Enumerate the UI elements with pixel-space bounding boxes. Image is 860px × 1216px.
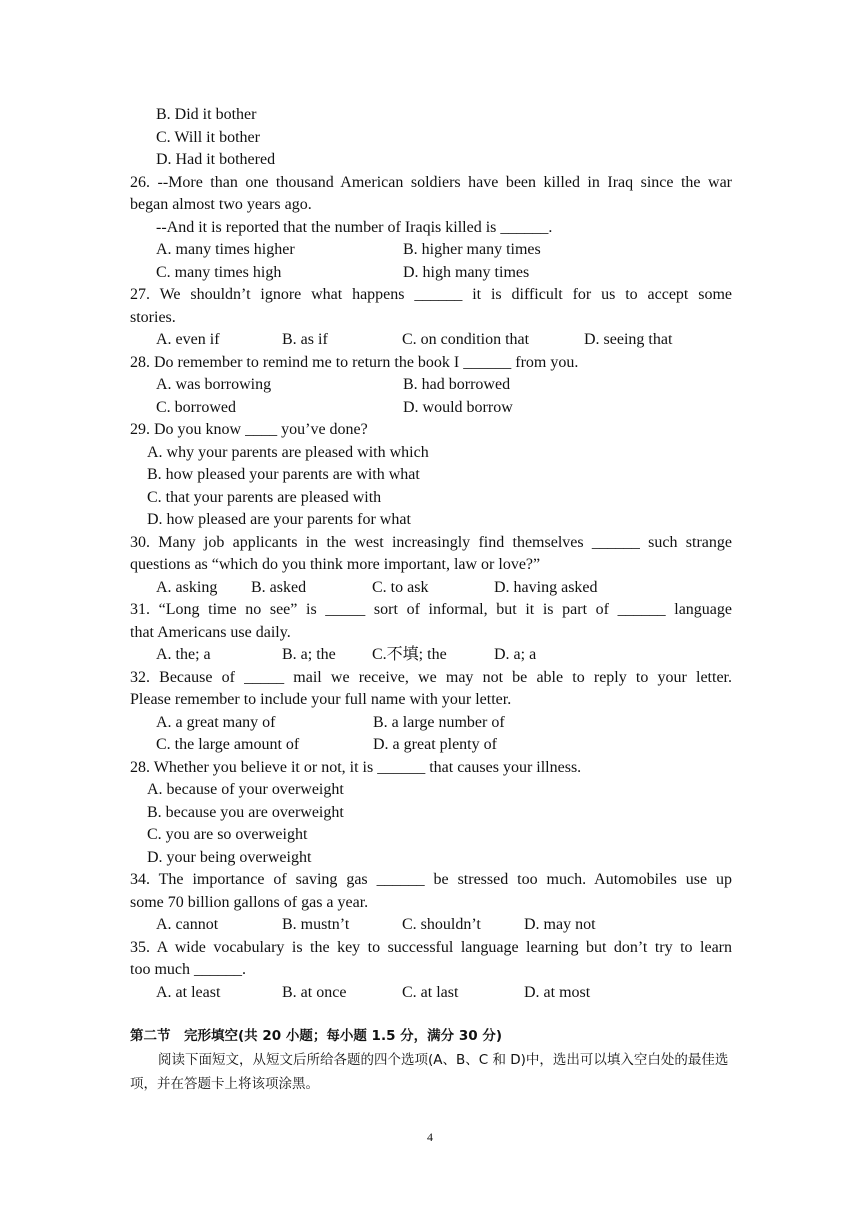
option-c: C. to ask bbox=[372, 578, 429, 596]
option-a: A. cannot bbox=[156, 916, 219, 933]
question-28-options bbox=[130, 397, 732, 420]
question-26-stem-cont: began almost two years ago. bbox=[130, 196, 312, 213]
option-d: D. high many times bbox=[403, 263, 530, 281]
option-c: C. that your parents are pleased with bbox=[147, 488, 382, 506]
option-a: A. was borrowing bbox=[156, 376, 272, 393]
question-31-stem: 31. “Long time no see” is _____ sort of informal, but it is part of ______ language bbox=[130, 601, 732, 618]
option-line: C. Will it bother bbox=[156, 128, 260, 146]
question-30-stem-cont: questions as “which do you think more important, law or love?” bbox=[130, 556, 541, 573]
option-c: C. shouldn’t bbox=[402, 916, 481, 933]
question-26-reply: --And it is reported that the number of Iraqis killed is ______. bbox=[156, 218, 553, 236]
option-d: D. having asked bbox=[494, 578, 598, 596]
option-b: B. because you are overweight bbox=[147, 803, 344, 821]
option-line: D. Had it bothered bbox=[156, 151, 276, 168]
option-d: D. a great plenty of bbox=[373, 736, 497, 753]
question-27-stem: 27. We shouldn’t ignore what happens ______ it is difficult for us to accept some bbox=[130, 286, 732, 303]
question-26-options bbox=[130, 262, 732, 285]
option-b: B. a; the bbox=[282, 646, 336, 663]
option-a: A. why your parents are pleased with which bbox=[147, 443, 429, 461]
option-b: B. asked bbox=[251, 578, 307, 596]
question-26-stem: 26. --More than one thousand American soldiers have been killed in Iraq since the war bbox=[130, 173, 732, 191]
question-32-options bbox=[130, 712, 732, 735]
option-c: C. at last bbox=[402, 983, 459, 1001]
option-d: D. how pleased are your parents for what bbox=[147, 511, 411, 528]
option-d: D. seeing that bbox=[584, 331, 673, 348]
spacer bbox=[130, 1004, 732, 1024]
cloze-section bbox=[130, 1024, 732, 1096]
option-c: C. many times high bbox=[156, 263, 282, 281]
question-31-stem-cont: that Americans use daily. bbox=[130, 623, 291, 641]
question-30-options bbox=[130, 577, 732, 600]
option-b: B. mustn’t bbox=[282, 916, 350, 933]
page-number: 4 bbox=[427, 1130, 433, 1144]
question-35-stem-cont: too much ______. bbox=[130, 961, 246, 978]
question-34-stem-cont: some 70 billion gallons of gas a year. bbox=[130, 893, 369, 911]
option-c: C. you are so overweight bbox=[147, 826, 308, 843]
option-line: B. Did it bother bbox=[156, 106, 257, 123]
option-c: C.不填; the bbox=[372, 646, 447, 663]
question-32-stem-cont: Please remember to include your full name with your letter. bbox=[130, 691, 512, 708]
option-b: B. how pleased your parents are with what bbox=[147, 466, 420, 483]
question-35-stem: 35. A wide vocabulary is the key to successful language learning but don’t try to learn bbox=[130, 938, 732, 956]
option-a: A. a great many of bbox=[156, 713, 276, 731]
question-35-options bbox=[130, 982, 732, 1005]
option-c: C. on condition that bbox=[402, 331, 530, 348]
question-32-options bbox=[130, 734, 732, 757]
option-b: B. at once bbox=[282, 983, 347, 1001]
option-b: B. as if bbox=[282, 331, 328, 348]
option-c: C. borrowed bbox=[156, 398, 236, 416]
question-27-stem-cont: stories. bbox=[130, 308, 176, 326]
option-a: A. asking bbox=[156, 578, 218, 596]
option-a: A. because of your overweight bbox=[147, 781, 344, 798]
section-instructions: 阅读下面短文，从短文后所给各题的四个选项(A、B、C 和 D)中，选出可以填入空白处的最佳选项，并在答题卡上将该项涂黑。 bbox=[130, 1052, 729, 1092]
question-27-options bbox=[130, 329, 732, 352]
question-33-stem: 28. Whether you believe it or not, it is ______ that causes your illness. bbox=[130, 758, 582, 776]
option-b: B. higher many times bbox=[403, 241, 541, 258]
question-28-options bbox=[130, 374, 732, 397]
question-30-stem: 30. Many job applicants in the west increasingly find themselves ______ such strange bbox=[130, 533, 732, 551]
question-28-stem: 28. Do remember to remind me to return the book I ______ from you. bbox=[130, 353, 579, 371]
question-list bbox=[130, 104, 732, 1096]
option-b: B. a large number of bbox=[373, 713, 505, 731]
question-31-options bbox=[130, 644, 732, 667]
option-d: D. your being overweight bbox=[147, 848, 312, 866]
question-34-options bbox=[130, 914, 732, 937]
section-title: 第二节 完形填空(共 20 小题；每小题 1.5 分，满分 30 分) bbox=[130, 1028, 503, 1044]
option-d: D. would borrow bbox=[403, 398, 513, 416]
option-b: B. had borrowed bbox=[403, 376, 511, 393]
question-32-stem: 32. Because of _____ mail we receive, we may not be able to reply to your letter. bbox=[130, 668, 732, 686]
option-c: C. the large amount of bbox=[156, 736, 300, 753]
option-d: D. at most bbox=[524, 983, 591, 1001]
option-d: D. may not bbox=[524, 916, 596, 933]
option-d: D. a; a bbox=[494, 646, 537, 663]
question-34-stem: 34. The importance of saving gas ______ be stressed too much. Automobiles use up bbox=[130, 871, 732, 888]
question-29-stem: 29. Do you know ____ you’ve done? bbox=[130, 421, 368, 438]
option-a: A. the; a bbox=[156, 646, 211, 663]
option-a: A. many times higher bbox=[156, 241, 295, 258]
option-a: A. at least bbox=[156, 983, 221, 1001]
question-26-options bbox=[130, 239, 732, 262]
option-a: A. even if bbox=[156, 331, 220, 348]
